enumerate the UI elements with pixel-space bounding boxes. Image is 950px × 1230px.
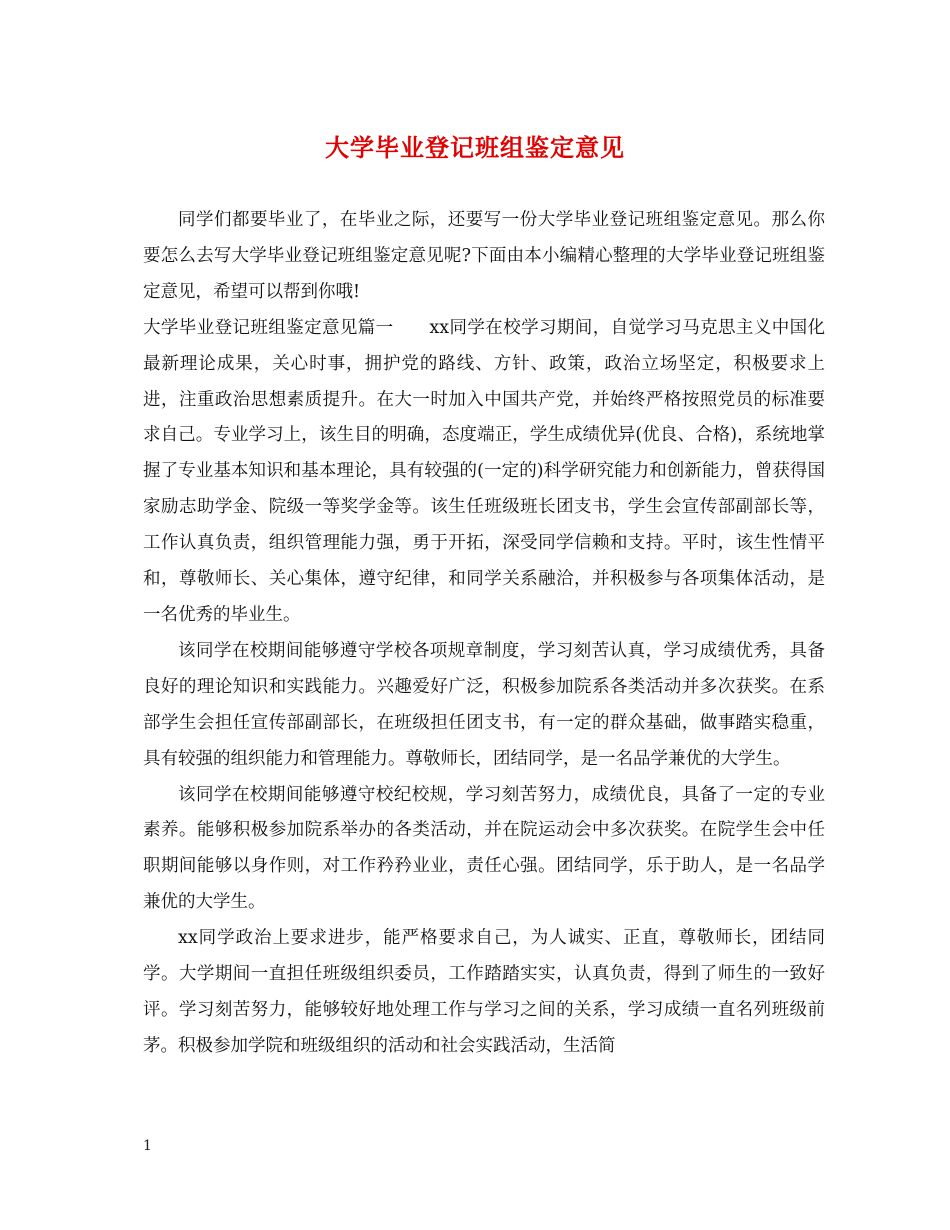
page-number: 1 xyxy=(143,1138,152,1154)
paragraph-evaluation-2: 该同学在校期间能够遵守学校各项规章制度，学习刻苦认真，学习成绩优秀，具备良好的理论知识和实践能力。兴趣爱好广泛，积极参加院系各类活动并多次获奖。在系部学生会担任宣传部副部长，在班级担任团支书，有一定的群众基础，做事踏实稳重，具有较强的组织能力和管理能力。尊敬师长，团结同学，是一名品学兼优的大学生。 xyxy=(143,640,825,769)
intro-paragraph: 同学们都要毕业了，在毕业之际，还要写一份大学毕业登记班组鉴定意见。那么你要怎么去写大学毕业登记班组鉴定意见呢?下面由本小编精心整理的大学毕业登记班组鉴定意见，希望可以帮到你哦! xyxy=(143,210,825,302)
paragraph-evaluation-3: 该同学在校期间能够遵守校纪校规，学习刻苦努力，成绩优良，具备了一定的专业素养。能够积极参加院系举办的各类活动，并在院运动会中多次获奖。在院学生会中任职期间能够以身作则，对工作矜矜业业，责任心强。团结同学，乐于助人，是一名品学兼优的大学生。 xyxy=(143,784,825,913)
document-body xyxy=(143,203,825,1065)
paragraph-evaluation-4: xx同学政治上要求进步，能严格要求自己，为人诚实、正直，尊敬师长，团结同学。大学期间一直担任班级组织委员，工作踏踏实实，认真负责，得到了师生的一致好评。学习刻苦努力，能够较好地处理工作与学习之间的关系，学习成绩一直名列班级前茅。积极参加学院和班级组织的活动和社会实践活动，生活简 xyxy=(143,928,825,1056)
document-title: 大学毕业登记班组鉴定意见 xyxy=(325,133,625,162)
paragraph-part-one: 大学毕业登记班组鉴定意见篇一 xx同学在校学习期间，自觉学习马克思主义中国化最新理论成果，关心时事，拥护党的路线、方针、政策，政治立场坚定，积极要求上进，注重政治思想素质提升。在大一时加入中国共产党，并始终严格按照党员的标准要求自己。专业学习上，该生目的明确，态度端正，学生成绩优异(优良、合格)，系统地掌握了专业基本知识和基本理论，具有较强的(一定的)科学研究能力和创新能力，曾获得国家励志助学金、院级一等奖学金等。该生任班级班长团支书，学生会宣传部副部长等，工作认真负责，组织管理能力强，勇于开拓，深受同学信赖和支持。平时，该生性情平和，尊敬师长、关心集体，遵守纪律，和同学关系融洽，并积极参与各项集体活动，是一名优秀的毕业生。 xyxy=(143,317,825,625)
